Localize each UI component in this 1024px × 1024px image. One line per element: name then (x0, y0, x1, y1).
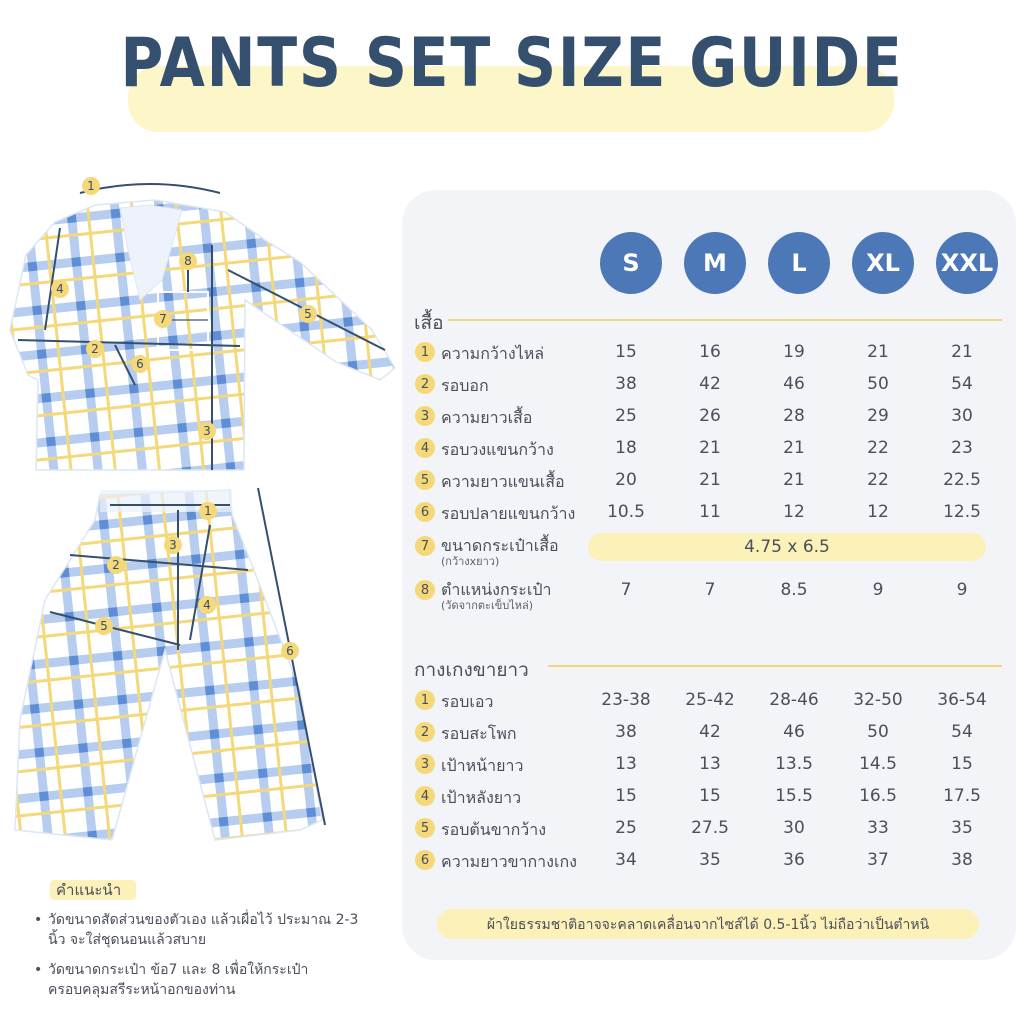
value-xl: 16.5 (859, 786, 897, 806)
page-title: PANTS SET SIZE GUIDE (120, 24, 904, 103)
svg-text:8: 8 (184, 254, 192, 268)
row-label: ความยาวแขนเสื้อ (441, 472, 565, 491)
value-xxl: 21 (951, 342, 973, 362)
marker-badge: 1 (415, 690, 435, 710)
value-xl: 50 (867, 374, 889, 394)
value-m: 21 (699, 438, 721, 458)
value-l: 13.5 (775, 754, 813, 774)
svg-text:2: 2 (112, 558, 120, 572)
title-area (0, 0, 1024, 150)
row-label: รอบเอว (441, 692, 494, 711)
pants-section-divider (548, 665, 1002, 667)
marker-badge: 4 (415, 438, 435, 458)
value-s: 25 (615, 406, 637, 426)
size-header (600, 232, 1000, 294)
value-s: 23-38 (601, 690, 651, 710)
svg-text:1: 1 (204, 504, 212, 518)
value-xxl: 12.5 (943, 502, 981, 522)
row-label: ความยาวเสื้อ (441, 408, 533, 427)
marker-badge: 6 (415, 850, 435, 870)
size-xl-badge: XL (852, 232, 914, 294)
pants-row (415, 848, 1015, 876)
value-xl: 33 (867, 818, 889, 838)
value-l: 46 (783, 722, 805, 742)
value-xxl: 54 (951, 374, 973, 394)
value-l: 46 (783, 374, 805, 394)
value-xl: 12 (867, 502, 889, 522)
value-s: 15 (615, 786, 637, 806)
value-m: 16 (699, 342, 721, 362)
value-s: 38 (615, 722, 637, 742)
svg-text:5: 5 (100, 619, 108, 633)
row-label: เป้าหน้ายาว (441, 756, 524, 775)
value-xxl: 9 (956, 580, 968, 600)
size-m-badge: M (684, 232, 746, 294)
value-xl: 9 (872, 580, 884, 600)
shirt-row-pocket-position (415, 578, 1015, 612)
value-m: 35 (699, 850, 721, 870)
value-xxl: 15 (951, 754, 973, 774)
value-l: 12 (783, 502, 805, 522)
value-xxl: 38 (951, 850, 973, 870)
value-xl: 14.5 (859, 754, 897, 774)
marker-badge: 4 (415, 786, 435, 806)
value-m: 25-42 (685, 690, 735, 710)
value-m: 15 (699, 786, 721, 806)
svg-text:7: 7 (159, 312, 167, 326)
value-xxl: 17.5 (943, 786, 981, 806)
pants-row (415, 784, 1015, 812)
value-xl: 50 (867, 722, 889, 742)
value-xxl: 30 (951, 406, 973, 426)
svg-text:6: 6 (136, 357, 144, 371)
value-xl: 32-50 (853, 690, 903, 710)
marker-badge: 6 (415, 502, 435, 522)
value-xl: 29 (867, 406, 889, 426)
row-label: รอบปลายแขนกว้าง (441, 504, 576, 523)
pocket-size-value: 4.75 x 6.5 (744, 537, 830, 557)
value-l: 8.5 (780, 580, 808, 600)
value-xl: 22 (867, 438, 889, 458)
pants-row (415, 720, 1015, 748)
shirt-section-divider (448, 319, 1002, 321)
marker-badge: 7 (415, 536, 435, 556)
shirt-row (415, 340, 1015, 368)
row-label: เป้าหลังยาว (441, 788, 522, 807)
marker-badge: 2 (415, 722, 435, 742)
value-s: 15 (615, 342, 637, 362)
pants-section-label: กางเกงขายาว (414, 659, 529, 681)
size-xxl-badge: XXL (936, 232, 998, 294)
value-s: 7 (620, 580, 632, 600)
svg-text:5: 5 (304, 307, 312, 321)
shirt-row (415, 500, 1015, 528)
pajama-illustration (0, 170, 400, 860)
tips-title: คำแนะนำ (56, 881, 122, 899)
value-xxl: 54 (951, 722, 973, 742)
value-m: 13 (699, 754, 721, 774)
marker-badge: 5 (415, 818, 435, 838)
row-label: รอบวงแขนกว้าง (441, 440, 554, 459)
value-m: 7 (704, 580, 716, 600)
value-l: 36 (783, 850, 805, 870)
value-xxl: 36-54 (937, 690, 987, 710)
value-s: 25 (615, 818, 637, 838)
value-s: 13 (615, 754, 637, 774)
row-label: ขนาดกระเป๋าเสื้อ (441, 536, 559, 555)
value-l: 15.5 (775, 786, 813, 806)
shirt-row (415, 468, 1015, 496)
marker-badge: 8 (415, 580, 435, 600)
value-xl: 21 (867, 342, 889, 362)
size-s-badge: S (600, 232, 662, 294)
pants-row (415, 752, 1015, 780)
shirt-section-label: เสื้อ (414, 312, 444, 334)
value-l: 28-46 (769, 690, 819, 710)
row-sublabel: (วัดจากตะเข็บไหล่) (441, 599, 534, 612)
shirt-row (415, 404, 1015, 432)
value-m: 42 (699, 722, 721, 742)
svg-text:6: 6 (286, 644, 294, 658)
value-s: 34 (615, 850, 637, 870)
tolerance-note: ผ้าใยธรรมชาติอาจจะคลาดเคลื่อนจากไซส์ได้ 0.5-1นิ้ว ไม่ถือว่าเป็นตำหนิ (486, 917, 930, 933)
row-label: รอบอก (441, 376, 489, 395)
value-xl: 22 (867, 470, 889, 490)
value-l: 19 (783, 342, 805, 362)
row-label: ความยาวขากางเกง (441, 852, 577, 871)
svg-text:3: 3 (169, 538, 177, 552)
svg-text:2: 2 (91, 342, 99, 356)
value-s: 18 (615, 438, 637, 458)
shirt-row (415, 372, 1015, 400)
marker-badge: 3 (415, 406, 435, 426)
value-xxl: 23 (951, 438, 973, 458)
marker-badge: 5 (415, 470, 435, 490)
value-m: 42 (699, 374, 721, 394)
value-xxl: 22.5 (943, 470, 981, 490)
value-l: 21 (783, 438, 805, 458)
row-label: ความกว้างไหล่ (441, 344, 545, 363)
size-l-badge: L (768, 232, 830, 294)
value-m: 11 (699, 502, 721, 522)
svg-text:1: 1 (87, 179, 95, 193)
value-l: 21 (783, 470, 805, 490)
value-s: 20 (615, 470, 637, 490)
pants-row (415, 816, 1015, 844)
tip-item: • วัดขนาดกระเป๋า ข้อ7 และ 8 เพื่อให้กระเป๋า ครอบคลุมสรีระหน้าอกของท่าน (48, 960, 368, 1000)
value-m: 26 (699, 406, 721, 426)
value-m: 27.5 (691, 818, 729, 838)
value-s: 38 (615, 374, 637, 394)
value-m: 21 (699, 470, 721, 490)
value-xxl: 35 (951, 818, 973, 838)
svg-text:4: 4 (203, 598, 211, 612)
svg-text:4: 4 (56, 282, 64, 296)
row-sublabel: (กว้างxยาว) (441, 555, 500, 568)
tip-item: • วัดขนาดสัดส่วนของตัวเอง แล้วเผื่อไว้ ประมาณ 2-3 นิ้ว จะใส่ชุดนอนแล้วสบาย (48, 910, 368, 950)
svg-text:3: 3 (203, 424, 211, 438)
pants-row (415, 688, 1015, 716)
value-l: 28 (783, 406, 805, 426)
row-label: รอบสะโพก (441, 724, 517, 743)
row-label: รอบต้นขากว้าง (441, 820, 547, 839)
row-label: ตำแหน่งกระเป๋า (441, 580, 552, 599)
marker-badge: 1 (415, 342, 435, 362)
shirt-row (415, 436, 1015, 464)
marker-badge: 3 (415, 754, 435, 774)
value-s: 10.5 (607, 502, 645, 522)
value-l: 30 (783, 818, 805, 838)
marker-badge: 2 (415, 374, 435, 394)
value-xl: 37 (867, 850, 889, 870)
size-chart-panel (402, 190, 1016, 960)
